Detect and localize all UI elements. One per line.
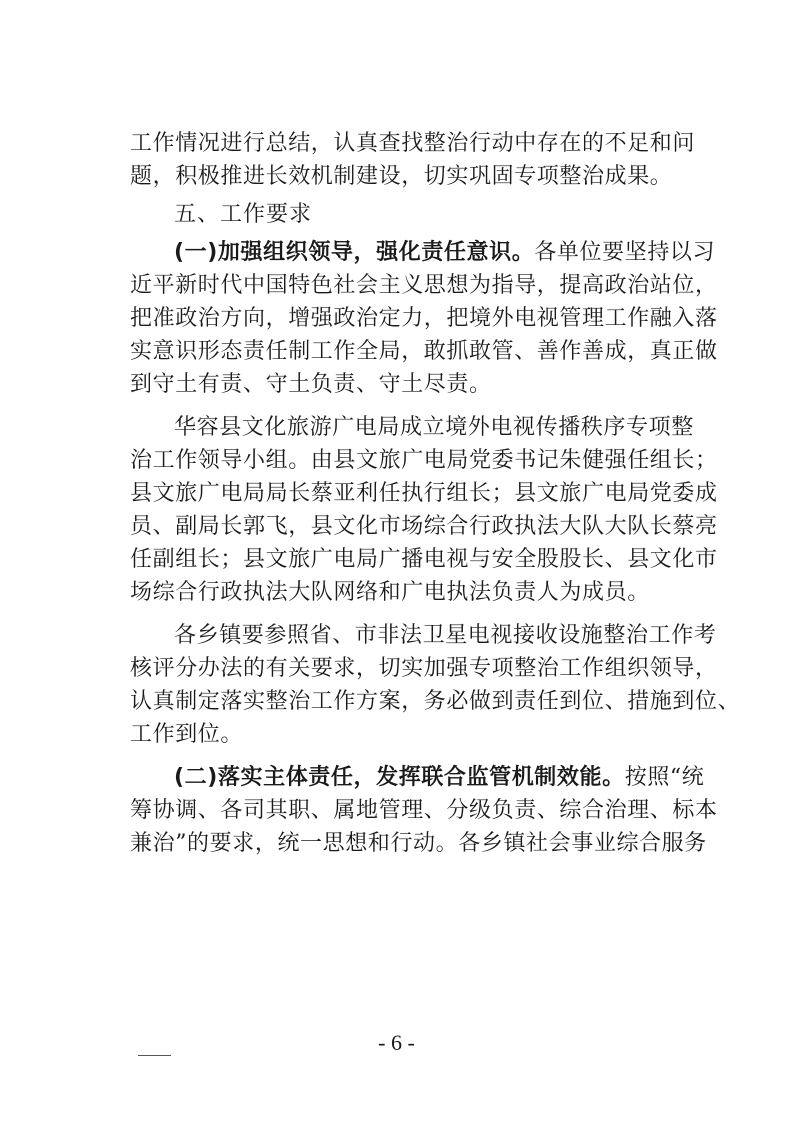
paragraph-line: 近平新时代中国特色社会主义思想为指导，提高政治站位， (130, 273, 718, 298)
page-number: - 6 - (378, 1030, 415, 1055)
paragraph-text: 按照“统 (624, 765, 705, 790)
paragraph-line: 题，积极推进长效机制建设，切实巩固专项整治成果。 (130, 164, 673, 189)
paragraph-line: 县文旅广电局局长蔡亚利任执行组长；县文旅广电局党委成 (130, 481, 718, 506)
paragraph-line: 到守土有责、守土负责、守土尽责。 (130, 372, 492, 397)
paragraph-line: 筹协调、各司其职、属地管理、分级负责、综合治理、标本 (130, 798, 718, 823)
paragraph-line: 核评分办法的有关要求，切实加强专项整治工作组织领导， (130, 656, 718, 681)
paragraph-line: 各乡镇要参照省、市非法卫星电视接收设施整治工作考 (174, 623, 717, 648)
subsection-number: (一) (174, 240, 218, 265)
paragraph-text: 各单位要坚持以习 (534, 240, 716, 265)
paragraph-line: 实意识形态责任制工作全局，敢抓敢管、善作善成，真正做 (130, 339, 718, 364)
subsection-title: 加强组织领导，强化责任意识。 (217, 240, 535, 265)
document-body (130, 127, 741, 860)
paragraph-line: 任副组长；县文旅广电局广播电视与安全股股长、县文化市 (130, 547, 718, 572)
paragraph-line: 治工作领导小组。由县文旅广电局党委书记朱健强任组长； (130, 448, 718, 473)
paragraph-line: 把准政治方向，增强政治定力，把境外电视管理工作融入落 (130, 306, 718, 331)
paragraph-line: 华容县文化旅游广电局成立境外电视传播秩序专项整 (174, 415, 694, 440)
paragraph-line: 工作情况进行总结，认真查找整治行动中存在的不足和问 (130, 131, 696, 156)
paragraph-line: 兼治”的要求，统一思想和行动。各乡镇社会事业综合服务 (130, 831, 707, 856)
footer-rule (138, 1055, 171, 1056)
paragraph-line: 工作到位。 (130, 722, 244, 747)
subsection-title: (二)落实主体责任，发挥联合监管机制效能。 (174, 765, 625, 790)
section-heading: 五、工作要求 (174, 202, 313, 227)
paragraph-line (130, 236, 716, 269)
paragraph-line: 认真制定落实整治工作方案，务必做到责任到位、措施到位、 (130, 689, 741, 714)
paragraph-line (130, 761, 705, 794)
paragraph-line: 员、副局长郭飞，县文化市场综合行政执法大队大队长蔡亮 (130, 514, 718, 539)
paragraph-line: 场综合行政执法大队网络和广电执法负责人为成员。 (130, 580, 650, 605)
